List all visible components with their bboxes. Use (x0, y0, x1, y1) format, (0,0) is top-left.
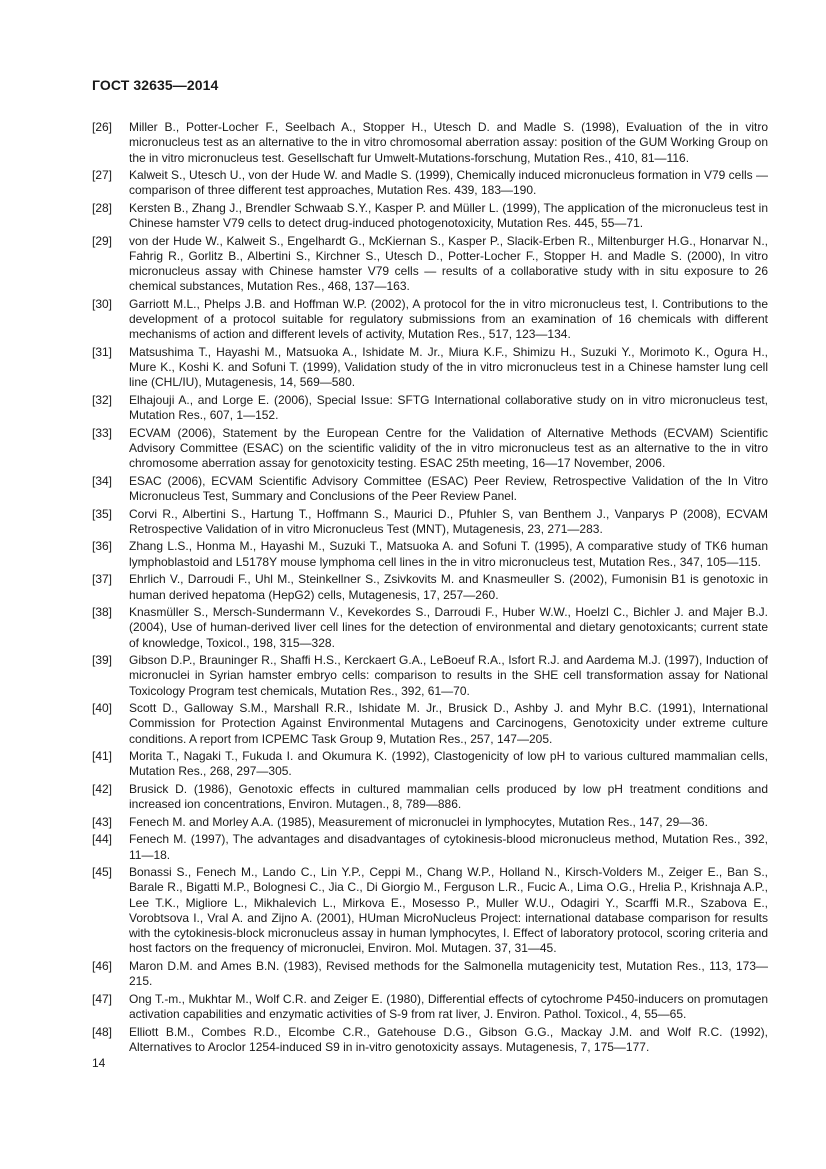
reference-number: [30] (92, 296, 113, 311)
reference-number: [35] (92, 506, 113, 521)
reference-item (92, 653, 768, 699)
reference-number: [45] (92, 865, 113, 880)
reference-item (92, 605, 768, 651)
reference-text: Ehrlich V., Darroudi F., Uhl M., Steinkellner S., Zsivkovits M. and Knasmeuller S. (2002), Fumonisin B1 is genotoxic in human derived hepatoma (HepG2) cells, Mutagenesis, 17, 257—260. (129, 572, 768, 602)
reference-item (92, 701, 768, 747)
reference-item (92, 815, 768, 830)
reference-number: [37] (92, 572, 113, 587)
reference-number: [29] (92, 233, 113, 248)
reference-text: Kalweit S., Utesch U., von der Hude W. and Madle S. (1999), Chemically induced micronucleus formation in V79 cells — comparison of three different test approaches, Mutation Res. 439, 183—190. (129, 168, 768, 198)
reference-number: [48] (92, 1024, 113, 1039)
reference-item (92, 234, 768, 295)
reference-text: Knasmüller S., Mersch-Sundermann V., Kevekordes S., Darroudi F., Huber W.W., Hoelzl C., Bichler J. and Majer B.J. (2004), Use of human-derived liver cell lines for the detection of environmental and dietary genotoxicants; current state of knowledge, Toxicol., 198, 315—328. (129, 605, 768, 650)
reference-number: [43] (92, 814, 113, 829)
reference-text: Miller B., Potter-Locher F., Seelbach A., Stopper H., Utesch D. and Madle S. (1998), Evaluation of the in vitro micronucleus test as an alternative to the in vitro chromosomal aberration assay: position of the GUM Working Group on the in vitro micronucleus test. Gesellschaft fur Umwelt-Mutations-forschung, Mutation Res., 410, 81—116. (129, 120, 768, 165)
reference-item (92, 992, 768, 1023)
reference-text: Matsushima T., Hayashi M., Matsuoka A., Ishidate M. Jr., Miura K.F., Shimizu H., Suzuki Y., Morimoto K., Ogura H., Mure K., Koshi K. and Sofuni T. (1999), Validation study of the in vitro micronucleus test in a Chinese hamster lung cell line (CHL/IU), Mutagenesis, 14, 569—580. (129, 344, 768, 390)
reference-text: Zhang L.S., Honma M., Hayashi M., Suzuki T., Matsuoka A. and Sofuni T. (1995), A comparative study of TK6 human lymphoblastoid and L5178Y mouse lymphoma cell lines in the in vitro micronucleus test, Mutation Res., 347, 105—115. (129, 539, 768, 569)
reference-item (92, 345, 768, 391)
reference-text: ECVAM (2006), Statement by the European Centre for the Validation of Alternative Methods (ECVAM) Scientific Advisory Committee (ESAC) on the scientific validity of the in vitro micronucleus test as an alternative to the in vitro chromosome aberration assay for genotoxicity testing. ESAC 25th meeting, 16—17 November, 2006. (129, 425, 768, 471)
reference-text: Kersten B., Zhang J., Brendler Schwaab S.Y., Kasper P. and Müller L. (1999), The application of the micronucleus test in Chinese hamster V79 cells to detect drug-induced photogenotoxicity, Mutation Res. 445, 55—71. (129, 200, 768, 231)
reference-item (92, 572, 768, 603)
reference-item (92, 426, 768, 472)
reference-text: Elliott B.M., Combes R.D., Elcombe C.R., Gatehouse D.G., Gibson G.G., Mackay J.M. and Wolf R.C. (1992), Alternatives to Aroclor 1254-induced S9 in in-vitro genotoxicity assays. Mutagenesis, 7, 175—177. (129, 1024, 768, 1054)
reference-text: Garriott M.L., Phelps J.B. and Hoffman W.P. (2002), A protocol for the in vitro micronucleus test, I. Contributions to the development of a protocol suitable for regulatory submissions from an examination of 16 chemicals with different mechanisms of action and different levels of activity, Mutation Res., 517, 123—134. (129, 296, 768, 342)
page-number: 14 (92, 1056, 106, 1070)
reference-text: Elhajouji A., and Lorge E. (2006), Special Issue: SFTG International collaborative study on in vitro micronucleus test, Mutation Res., 607, 1—152. (129, 393, 768, 423)
reference-item (92, 959, 768, 990)
reference-number: [26] (92, 120, 113, 134)
reference-item (92, 393, 768, 424)
reference-item (92, 120, 768, 166)
reference-number: [38] (92, 605, 113, 620)
reference-number: [27] (92, 168, 113, 183)
reference-item (92, 539, 768, 570)
reference-text: Ong T.-m., Mukhtar M., Wolf C.R. and Zeiger E. (1980), Differential effects of cytochrome P450-inducers on promutagen activation capabilities and enzymatic activities of S-9 from rat liver, J. Environ. Pathol. Toxicol., 4, 55—65. (129, 991, 768, 1021)
reference-item (92, 749, 768, 780)
reference-text: Corvi R., Albertini S., Hartung T., Hoffmann S., Maurici D., Pfuhler S, van Benthem J., Vanparys P (2008), ECVAM Retrospective Validation of in vitro Micronucleus Test (MNT), Mutagenesis, 23, 271—283. (129, 506, 768, 536)
reference-number: [47] (92, 991, 113, 1006)
reference-text: Bonassi S., Fenech M., Lando C., Lin Y.P., Ceppi M., Chang W.P., Holland N., Kirsch-Volders M., Zeiger E., Ban S., Barale R., Bigatti M.P., Bolognesi C., Jia C., Di Giorgio M., Ferguson L.R., Fucic A., Lima O.G., Hrelia P., Krishnaja A.P., Lee T.K., Migliore L., Mikhalevich L., Mirkova E., Mosesso P., Muller W.U., Odagiri Y., Scarffi M.R., Szabova E., Vorobtsova I., Vral A. and Zijno A. (2001), HUman MicroNucleus Project: international database comparison for results with the cytokinesis-block micronucleus assay in human lymphocytes, I. Effect of laboratory protocol, scoring criteria and host factors on the frequency of micronuclei, Environ. Mol. Mutagen. 37, 31—45. (129, 865, 768, 956)
reference-number: [28] (92, 200, 113, 215)
reference-text: Brusick D. (1986), Genotoxic effects in cultured mammalian cells produced by low pH treatment conditions and increased ion concentrations, Environ. Mutagen., 8, 789—886. (129, 782, 768, 812)
reference-item (92, 782, 768, 813)
reference-number: [46] (92, 958, 113, 973)
reference-number: [44] (92, 832, 113, 847)
reference-number: [41] (92, 749, 113, 764)
reference-number: [36] (92, 539, 113, 554)
reference-item (92, 832, 768, 863)
reference-text: Gibson D.P., Brauninger R., Shaffi H.S., Kerckaert G.A., LeBoeuf R.A., Isfort R.J. and Aardema M.J. (1997), Induction of micronuclei in Syrian hamster embryo cells: comparison to results in the SHE cell transformation assay for National Toxicology Program test chemicals, Mutation Res., 392, 61—70. (129, 653, 768, 698)
reference-number: [33] (92, 425, 113, 440)
reference-item (92, 1025, 768, 1056)
reference-number: [40] (92, 701, 113, 716)
reference-number: [39] (92, 653, 113, 668)
document-header: ГОСТ 32635—2014 (92, 77, 219, 93)
reference-item (92, 865, 768, 957)
reference-number: [34] (92, 473, 113, 488)
reference-item (92, 507, 768, 538)
reference-text: Fenech M. and Morley A.A. (1985), Measurement of micronuclei in lymphocytes, Mutation Res., 147, 29—36. (129, 814, 708, 829)
reference-text: Fenech M. (1997), The advantages and disadvantages of cytokinesis-blood micronucleus method, Mutation Res., 392, 11—18. (129, 832, 768, 862)
reference-number: [32] (92, 393, 113, 408)
reference-text: Maron D.M. and Ames B.N. (1983), Revised methods for the Salmonella mutagenicity test, Mutation Res., 113, 173—215. (129, 958, 768, 989)
reference-item (92, 201, 768, 232)
reference-text: von der Hude W., Kalweit S., Engelhardt G., McKiernan S., Kasper P., Slacik-Erben R., Miltenburger H.G., Honarvar N., Fahrig R., Gorlitz B., Albertini S., Kirchner S., Utesch D., Potter-Locher F., Stopper H. and Madle S. (2000), In vitro micronucleus assay with Chinese hamster V79 cells — results of a collaborative study with in situ exposure to 26 chemical substances, Mutation Res., 468, 137—163. (129, 233, 768, 294)
reference-list (92, 120, 768, 1057)
reference-item (92, 474, 768, 505)
reference-number: [42] (92, 782, 113, 796)
reference-text: ESAC (2006), ECVAM Scientific Advisory Committee (ESAC) Peer Review, Retrospective Validation of the In Vitro Micronucleus Test, Summary and Conclusions of the Peer Review Panel. (129, 473, 768, 504)
reference-text: Scott D., Galloway S.M., Marshall R.R., Ishidate M. Jr., Brusick D., Ashby J. and Myhr B.C. (1991), International Commission for Protection Against Environmental Mutagens and Carcinogens, Genotoxicity under extreme culture conditions. A report from ICPEMC Task Group 9, Mutation Res., 257, 147—205. (129, 701, 768, 746)
reference-item (92, 168, 768, 199)
reference-text: Morita T., Nagaki T., Fukuda I. and Okumura K. (1992), Clastogenicity of low pH to various cultured mammalian cells, Mutation Res., 268, 297—305. (129, 749, 768, 779)
reference-item (92, 297, 768, 343)
reference-number: [31] (92, 344, 113, 359)
